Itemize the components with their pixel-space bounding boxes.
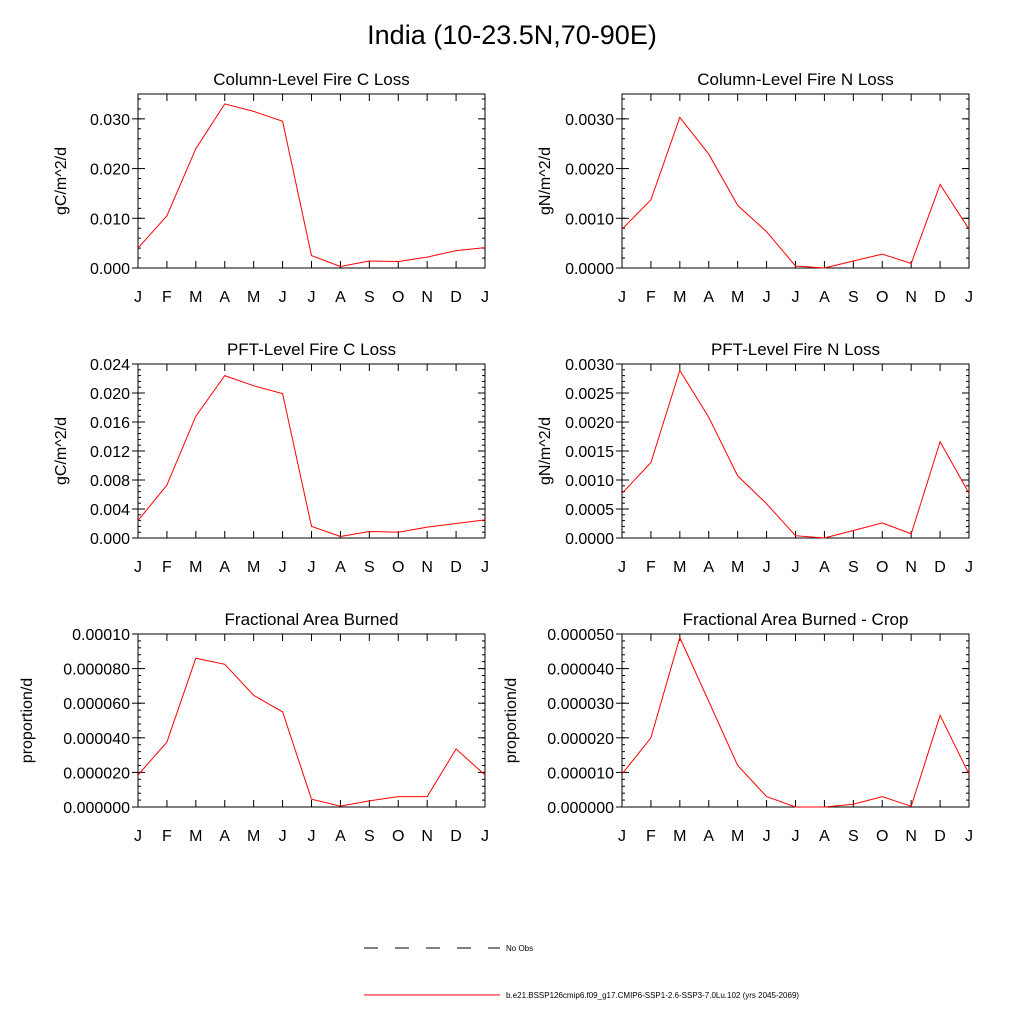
x-tick-label: M <box>247 559 261 576</box>
y-tick-label: 0.000050 <box>547 627 614 644</box>
x-tick-label: O <box>876 828 889 845</box>
x-tick-label: D <box>934 289 946 306</box>
x-tick-label: A <box>335 559 346 576</box>
x-tick-label: D <box>934 559 946 576</box>
y-tick-label: 0.000 <box>89 531 130 548</box>
x-tick-label: J <box>278 289 287 306</box>
series-line <box>138 658 485 806</box>
series-line <box>138 376 485 537</box>
y-axis-label: gN/m^2/d <box>537 417 554 485</box>
y-tick-label: 0.000 <box>89 261 130 278</box>
x-tick-label: S <box>847 828 859 845</box>
plot-frame <box>622 634 969 807</box>
x-tick-label: M <box>731 828 745 845</box>
y-tick-label: 0.012 <box>89 444 130 461</box>
x-tick-label: J <box>134 559 142 576</box>
chart-panel <box>53 340 489 576</box>
x-tick-label: S <box>847 559 859 576</box>
x-tick-label: J <box>965 828 973 845</box>
y-tick-label: 0.008 <box>89 473 130 490</box>
chart-panel <box>537 70 973 306</box>
y-tick-label: 0.020 <box>89 161 130 179</box>
x-tick-label: M <box>189 828 203 845</box>
y-tick-label: 0.030 <box>89 111 130 129</box>
x-tick-label: A <box>703 559 715 576</box>
figure-title: India (10-23.5N,70-90E) <box>367 20 657 50</box>
plot-frame <box>622 94 969 268</box>
x-tick-label: M <box>247 828 261 845</box>
x-tick-label: D <box>450 289 462 306</box>
x-tick-label: S <box>363 289 375 306</box>
x-tick-label: O <box>392 289 405 306</box>
x-tick-label: F <box>646 828 656 845</box>
x-tick-label: J <box>134 828 142 845</box>
x-tick-label: J <box>481 559 489 576</box>
y-tick-label: 0.000000 <box>547 800 614 817</box>
x-tick-label: O <box>876 289 889 306</box>
legend-obs-label: No Obs <box>506 944 534 953</box>
series-line <box>138 104 485 267</box>
y-tick-label: 0.000030 <box>547 696 614 714</box>
y-tick-label: 0.0020 <box>565 415 614 432</box>
x-tick-label: D <box>450 828 462 845</box>
x-tick-label: J <box>134 289 142 306</box>
x-tick-label: F <box>646 559 656 576</box>
x-tick-label: M <box>673 289 687 306</box>
y-tick-label: 0.000010 <box>547 765 614 783</box>
panel-title: Fractional Area Burned <box>224 610 399 629</box>
x-tick-label: J <box>307 559 316 576</box>
x-tick-label: O <box>392 828 405 845</box>
y-tick-label: 0.000000 <box>63 800 130 817</box>
series-line <box>622 117 969 268</box>
x-tick-label: S <box>847 289 859 306</box>
y-axis-label: proportion/d <box>19 677 36 764</box>
x-tick-label: J <box>791 559 800 576</box>
x-tick-label: S <box>363 559 375 576</box>
x-tick-label: D <box>934 828 946 845</box>
x-tick-label: J <box>791 828 800 845</box>
x-tick-label: J <box>618 559 626 576</box>
x-tick-label: O <box>392 559 405 576</box>
x-tick-label: A <box>219 289 231 306</box>
x-tick-label: N <box>421 559 433 576</box>
y-tick-label: 0.0030 <box>565 111 614 129</box>
panel-title: PFT-Level Fire N Loss <box>710 340 881 359</box>
x-tick-label: N <box>421 289 433 306</box>
x-tick-label: J <box>791 289 800 306</box>
x-tick-label: F <box>162 559 172 576</box>
y-tick-label: 0.00010 <box>72 627 130 644</box>
x-tick-label: N <box>905 828 917 845</box>
panel-title: Column-Level Fire C Loss <box>213 70 410 89</box>
x-tick-label: F <box>162 828 172 845</box>
x-tick-label: J <box>965 559 973 576</box>
y-tick-label: 0.0010 <box>565 211 614 229</box>
y-tick-label: 0.000040 <box>547 661 614 679</box>
x-tick-label: J <box>618 289 626 306</box>
series-line <box>622 638 969 808</box>
chart-panel <box>19 610 489 845</box>
x-tick-label: J <box>762 828 771 845</box>
x-tick-label: M <box>731 289 745 306</box>
panel-title: Column-Level Fire N Loss <box>697 70 894 89</box>
y-axis-label: gN/m^2/d <box>537 147 554 215</box>
plot-frame <box>138 364 485 538</box>
x-tick-label: F <box>162 289 172 306</box>
y-axis-label: gC/m^2/d <box>53 417 70 485</box>
y-tick-label: 0.000060 <box>63 696 130 714</box>
x-tick-label: J <box>965 289 973 306</box>
plot-frame <box>138 94 485 268</box>
y-axis-label: proportion/d <box>503 677 520 764</box>
x-tick-label: O <box>876 559 889 576</box>
plot-frame <box>138 634 485 807</box>
chart-panel <box>503 610 973 845</box>
legend-model-label: b.e21.BSSP126cmip6.f09_g17.CMIP6-SSP1-2.6-SSP3-7.0Lu.102 (yrs 2045-2069) <box>506 991 800 1000</box>
chart-panel <box>537 340 973 576</box>
x-tick-label: N <box>421 828 433 845</box>
y-tick-label: 0.0025 <box>565 386 614 403</box>
x-tick-label: D <box>450 559 462 576</box>
panel-title: PFT-Level Fire C Loss <box>226 340 397 359</box>
x-tick-label: M <box>673 828 687 845</box>
x-tick-label: M <box>189 289 203 306</box>
x-tick-label: M <box>189 559 203 576</box>
y-tick-label: 0.016 <box>89 415 130 432</box>
x-tick-label: N <box>905 289 917 306</box>
y-tick-label: 0.0000 <box>565 531 614 548</box>
x-tick-label: J <box>481 828 489 845</box>
y-tick-label: 0.0010 <box>565 473 614 490</box>
x-tick-label: M <box>247 289 261 306</box>
x-tick-label: J <box>762 289 771 306</box>
panel-title: Fractional Area Burned - Crop <box>682 610 909 629</box>
x-tick-label: A <box>819 828 830 845</box>
x-tick-label: J <box>481 289 489 306</box>
x-tick-label: J <box>618 828 626 845</box>
x-tick-label: A <box>219 559 231 576</box>
y-tick-label: 0.0020 <box>565 161 614 179</box>
series-line <box>622 370 969 538</box>
x-tick-label: J <box>762 559 771 576</box>
y-tick-label: 0.0005 <box>565 502 614 519</box>
x-tick-label: A <box>703 289 715 306</box>
x-tick-label: F <box>646 289 656 306</box>
y-tick-label: 0.024 <box>89 357 130 374</box>
x-tick-label: A <box>335 289 346 306</box>
x-tick-label: J <box>278 559 287 576</box>
y-tick-label: 0.000040 <box>63 730 130 748</box>
x-tick-label: J <box>307 289 316 306</box>
x-tick-label: J <box>307 828 316 845</box>
y-tick-label: 0.000080 <box>63 661 130 679</box>
x-tick-label: A <box>819 559 830 576</box>
y-tick-label: 0.0015 <box>565 444 614 461</box>
x-tick-label: A <box>819 289 830 306</box>
y-tick-label: 0.020 <box>89 386 130 403</box>
x-tick-label: M <box>731 559 745 576</box>
chart-panel <box>53 70 489 306</box>
y-tick-label: 0.010 <box>89 211 130 229</box>
x-tick-label: A <box>219 828 231 845</box>
x-tick-label: A <box>335 828 346 845</box>
y-tick-label: 0.0030 <box>565 357 614 374</box>
x-tick-label: M <box>673 559 687 576</box>
x-tick-label: A <box>703 828 715 845</box>
x-tick-label: N <box>905 559 917 576</box>
y-tick-label: 0.004 <box>89 502 130 519</box>
x-tick-label: S <box>363 828 375 845</box>
y-tick-label: 0.000020 <box>63 765 130 783</box>
x-tick-label: J <box>278 828 287 845</box>
y-tick-label: 0.0000 <box>565 261 614 278</box>
y-axis-label: gC/m^2/d <box>53 147 70 215</box>
y-tick-label: 0.000020 <box>547 730 614 748</box>
